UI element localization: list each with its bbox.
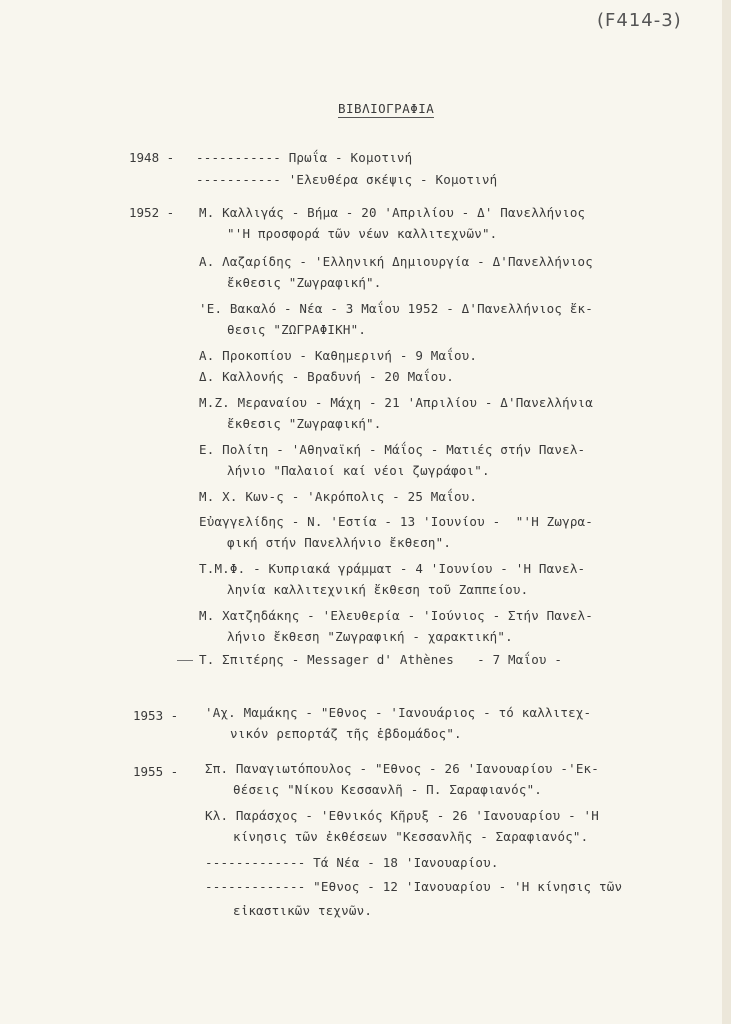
entry-line: ληνία καλλιτεχνική ἔκθεση τοῦ Ζαππείου. — [227, 582, 529, 597]
entry-line: νικόν ρεπορτάζ τῆς ἑβδομάδος". — [230, 726, 462, 741]
year-1952: 1952 - — [129, 205, 175, 220]
entry-line: ----------- 'Ελευθέρα σκέψις - Κομοτινή — [196, 172, 498, 187]
entry-line: ἔκθεσις "Ζωγραφική". — [227, 275, 382, 290]
year-1955: 1955 - — [133, 764, 179, 779]
page-edge — [722, 0, 731, 1024]
entry-line: ------------- "Εθνος - 12 'Ιανουαρίου - 'Η κίνησις τῶν — [205, 879, 623, 894]
entry-line: Μ. Χ. Κων-ς - 'Ακρόπολις - 25 Μαΐου. — [199, 489, 478, 504]
entry-line: 'Αχ. Μαμάκης - "Εθνος - 'Ιανουάριος - τό καλλιτεχ- — [205, 705, 592, 720]
entry-line: φική στήν Πανελλήνιο ἔκθεση". — [227, 535, 452, 550]
entry-line: θεσις "ΖΩΓΡΑΦΙΚΗ". — [227, 322, 367, 337]
entry-line: λήνιο ἔκθεση "Ζωγραφική - χαρακτική". — [227, 629, 513, 644]
entry-line: Α. Λαζαρίδης - 'Ελληνική Δημιουργία - Δ'Πανελλήνιος — [199, 254, 594, 269]
year-1953: 1953 - — [133, 708, 179, 723]
entry-line: λήνιο "Παλαιοί καί νέοι ζωγράφοι". — [227, 463, 490, 478]
entry-line: ----------- Πρωΐα - Κομοτινή — [196, 150, 413, 165]
entry-line: εἰκαστικῶν τεχνῶν. — [233, 903, 373, 918]
entry-line: Κλ. Παράσχος - 'Εθνικός Κῆρυξ - 26 'Ιανουαρίου - 'Η — [205, 808, 600, 823]
entry-line: Σπ. Παναγιωτόπουλος - "Εθνος - 26 'Ιανουαρίου -'Εκ- — [205, 761, 600, 776]
entry-line: Μ.Ζ. Μεραναίου - Μάχη - 21 'Απριλίου - Δ'Πανελλήνια — [199, 395, 594, 410]
entry-line: 'Ε. Βακαλό - Νέα - 3 Μαΐου 1952 - Δ'Πανελλήνιος ἔκ- — [199, 301, 594, 316]
archive-reference: (F414-3) — [597, 10, 682, 31]
entry-line: κίνησις τῶν ἐκθέσεων "Κεσσανλῆς - Σαραφιανός". — [233, 829, 589, 844]
entry-line: Τ.Μ.Φ. - Κυπριακά γράμματ - 4 'Ιουνίου - 'Η Πανελ- — [199, 561, 586, 576]
entry-line: ------------- Τά Νέα - 18 'Ιανουαρίου. — [205, 855, 499, 870]
entry-line: "'Η προσφορά τῶν νέων καλλιτεχνῶν". — [227, 226, 498, 241]
entry-line: Μ. Καλλιγάς - Βήμα - 20 'Απριλίου - Δ' Πανελλήνιος — [199, 205, 586, 220]
year-1948: 1948 - — [129, 150, 175, 165]
entry-line: Α. Προκοπίου - Καθημερινή - 9 Μαΐου. — [199, 348, 478, 363]
entry-line: Μ. Χατζηδάκης - 'Ελευθερία - 'Ιούνιος - Στήν Πανελ- — [199, 608, 594, 623]
entry-line: Εὐαγγελίδης - Ν. 'Εστία - 13 'Ιουνίου - "'Η Ζωγρα- — [199, 514, 594, 529]
entry-line: Δ. Καλλονής - Βραδυνή - 20 Μαΐου. — [199, 369, 454, 384]
page-title: ΒΙΒΛΙΟΓΡΑΦΙΑ — [338, 101, 435, 116]
margin-dash-mark — [177, 660, 193, 661]
entry-line: ἔκθεσις "Ζωγραφική". — [227, 416, 382, 431]
entry-line: Τ. Σπιτέρης - Messager d' Athènes - 7 Μαΐου - — [199, 652, 563, 667]
entry-line: Ε. Πολίτη - 'Αθηναϊκή - Μάΐος - Ματιές στήν Πανελ- — [199, 442, 586, 457]
entry-line: θέσεις "Νίκου Κεσσανλῆ - Π. Σαραφιανός". — [233, 782, 543, 797]
